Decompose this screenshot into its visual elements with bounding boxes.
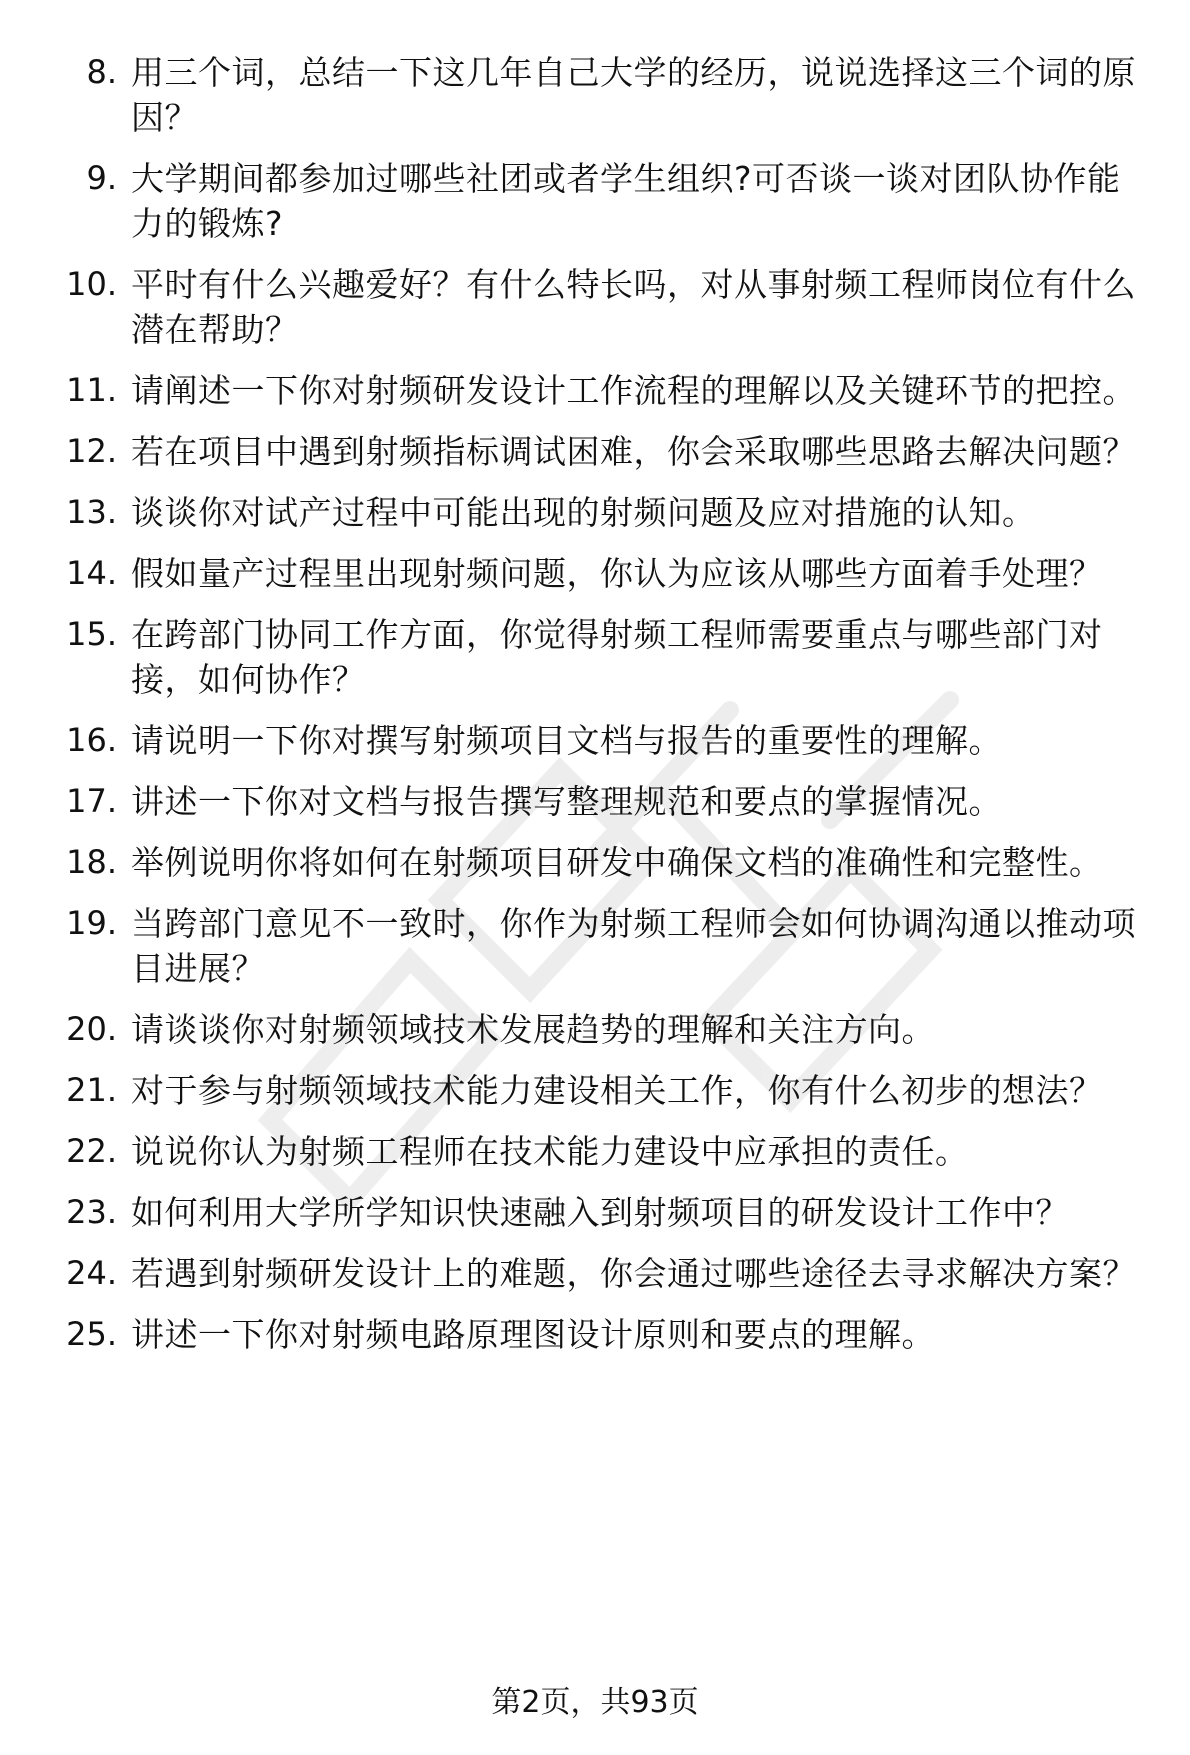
question-number: 22.	[66, 1132, 117, 1170]
question-text: 如何利用大学所学知识快速融入到射频项目的研发设计工作中？	[131, 1193, 1069, 1232]
question-number: 23.	[66, 1193, 117, 1231]
page-number-label: 第2页，共93页	[491, 1685, 699, 1720]
question-number: 18.	[66, 843, 117, 881]
question-list	[58, 50, 1138, 1373]
list-item	[58, 612, 1138, 702]
question-text: 请说明一下你对撰写射频项目文档与报告的重要性的理解。	[131, 721, 1002, 760]
list-item	[58, 1312, 1138, 1357]
question-text: 用三个词，总结一下这几年自己大学的经历，说说选择这三个词的原因？	[131, 53, 1136, 137]
list-item	[58, 718, 1138, 763]
list-item	[58, 50, 1138, 140]
list-item	[58, 1251, 1138, 1296]
question-number: 8.	[86, 53, 117, 91]
list-item	[58, 429, 1138, 474]
question-text: 在跨部门协同工作方面，你觉得射频工程师需要重点与哪些部门对接，如何协作？	[131, 615, 1103, 699]
question-text: 对于参与射频领域技术能力建设相关工作，你有什么初步的想法？	[131, 1071, 1103, 1110]
question-number: 24.	[66, 1254, 117, 1292]
question-number: 16.	[66, 721, 117, 759]
question-number: 9.	[86, 159, 117, 197]
question-text: 请阐述一下你对射频研发设计工作流程的理解以及关键环节的把控。	[131, 371, 1136, 410]
question-text: 举例说明你将如何在射频项目研发中确保文档的准确性和完整性。	[131, 843, 1103, 882]
question-text: 谈谈你对试产过程中可能出现的射频问题及应对措施的认知。	[131, 493, 1036, 532]
question-text: 大学期间都参加过哪些社团或者学生组织?可否谈一谈对团队协作能力的锻炼?	[131, 159, 1121, 243]
question-number: 15.	[66, 615, 117, 653]
question-text: 若在项目中遇到射频指标调试困难，你会采取哪些思路去解决问题？	[131, 432, 1136, 471]
list-item	[58, 1007, 1138, 1052]
question-text: 讲述一下你对射频电路原理图设计原则和要点的理解。	[131, 1315, 935, 1354]
list-item	[58, 156, 1138, 246]
question-number: 13.	[66, 493, 117, 531]
question-number: 19.	[66, 904, 117, 942]
question-text: 若遇到射频研发设计上的难题，你会通过哪些途径去寻求解决方案？	[131, 1254, 1136, 1293]
question-text: 当跨部门意见不一致时，你作为射频工程师会如何协调沟通以推动项目进展？	[131, 904, 1136, 988]
question-number: 21.	[66, 1071, 117, 1109]
question-text: 假如量产过程里出现射频问题，你认为应该从哪些方面着手处理？	[131, 554, 1103, 593]
question-number: 20.	[66, 1010, 117, 1048]
list-item	[58, 901, 1138, 991]
page-footer	[0, 1683, 1190, 1723]
list-item	[58, 1190, 1138, 1235]
question-text: 说说你认为射频工程师在技术能力建设中应承担的责任。	[131, 1132, 969, 1171]
question-number: 10.	[66, 265, 117, 303]
list-item	[58, 1068, 1138, 1113]
list-item	[58, 490, 1138, 535]
question-text: 请谈谈你对射频领域技术发展趋势的理解和关注方向。	[131, 1010, 935, 1049]
question-number: 17.	[66, 782, 117, 820]
list-item	[58, 840, 1138, 885]
question-text: 平时有什么兴趣爱好？有什么特长吗，对从事射频工程师岗位有什么潜在帮助？	[131, 265, 1136, 349]
question-number: 14.	[66, 554, 117, 592]
list-item	[58, 368, 1138, 413]
list-item	[58, 1129, 1138, 1174]
list-item	[58, 551, 1138, 596]
list-item	[58, 779, 1138, 824]
question-number: 12.	[66, 432, 117, 470]
question-text: 讲述一下你对文档与报告撰写整理规范和要点的掌握情况。	[131, 782, 1002, 821]
list-item	[58, 262, 1138, 352]
question-number: 25.	[66, 1315, 117, 1353]
question-number: 11.	[66, 371, 117, 409]
